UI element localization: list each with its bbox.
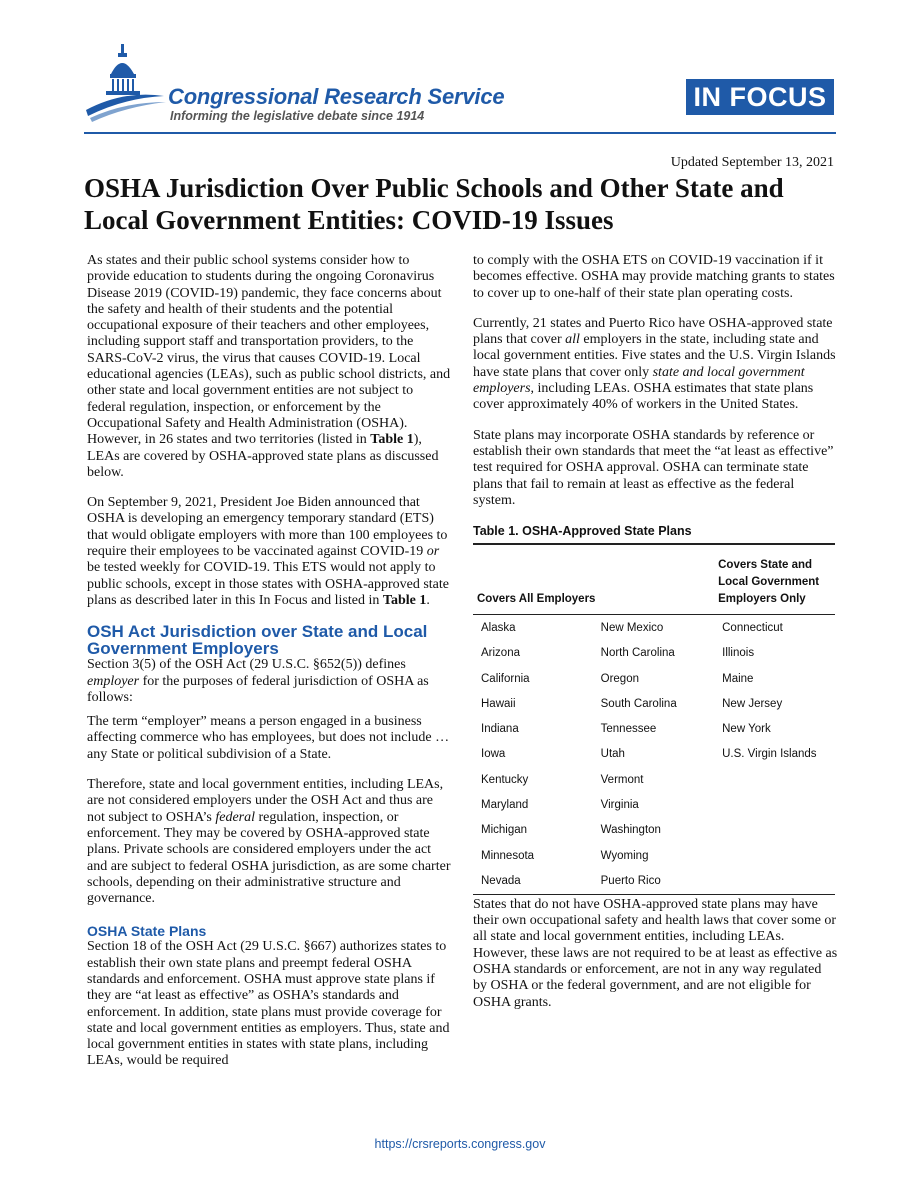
org-name: Congressional Research Service — [168, 84, 505, 109]
table-cell — [714, 843, 835, 868]
table-cell: Puerto Rico — [600, 874, 661, 887]
table-cell: Oregon — [600, 672, 639, 685]
table-row — [473, 767, 835, 792]
table-cell: Utah — [600, 748, 625, 761]
table-cell: South Carolina — [600, 697, 677, 710]
table-cell: Virginia — [600, 799, 639, 812]
table-cell: Indiana — [481, 723, 519, 736]
grants-paragraph: to comply with the OSHA ETS on COVID-19 vaccination if it becomes effective. OSHA may provide matching grants to states to cover up to one-half of their state plan operating costs. — [473, 253, 835, 301]
table-header-row — [473, 544, 835, 615]
table-cell: Illinois — [722, 647, 755, 660]
table-row — [473, 691, 835, 716]
table-row — [473, 666, 835, 691]
table-cell: California — [481, 672, 530, 685]
table-cell: North Carolina — [600, 647, 675, 660]
table-cell: Connecticut — [722, 621, 783, 634]
table-cell — [714, 868, 835, 894]
page-title: OSHA Jurisdiction Over Public Schools and Other State and Local Government Entities: COVID-19 Issues — [84, 173, 784, 235]
table-cell — [714, 767, 835, 792]
table-cell — [714, 818, 835, 843]
table-cell: Arizona — [481, 647, 520, 660]
table-cell: Michigan — [481, 824, 528, 837]
state-plans-table — [473, 543, 835, 894]
standards-paragraph: State plans may incorporate OSHA standards by reference or establish their own standards that meet the “at least as effective” test required for OSHA approval. OSHA can terminate state plans that fail to remain at least as effective as the federal system. — [473, 427, 834, 508]
table-cell: Iowa — [481, 748, 506, 761]
table-cell: Maryland — [481, 799, 529, 812]
table-row — [473, 793, 835, 818]
table-cell — [714, 793, 835, 818]
section-heading-jurisdiction: OSH Act Jurisdiction over State and Local Government Employers — [87, 622, 428, 659]
table-cell: Kentucky — [481, 773, 529, 786]
therefore-paragraph: Therefore, state and local government entities, including LEAs, are not considered employers under the OSH Act and thus are not subject to OSHA’s federal regulation, inspection, or enforcement. They may be covered by OSHA-approved state plans. Private schools are considered employers under the act and are subject to federal OSHA jurisdiction, as are some charter schools, depending on their administrative structure and governance. — [87, 777, 451, 907]
coverage-paragraph: Currently, 21 states and Puerto Rico have OSHA-approved state plans that cover all employers in the state, including state and local government entities. Five states and the U.S. Virgin Islands have state plans that cover only state and local government employers, including LEAs. OSHA estimates that state plans cover approximately 40% of workers in the United States. — [473, 315, 836, 413]
table-cell: Maine — [722, 672, 754, 685]
table-cell: New Mexico — [600, 621, 664, 634]
table-cell: Tennessee — [600, 723, 657, 736]
table-caption: Table 1. OSHA-Approved State Plans — [473, 524, 692, 539]
table-cell: Vermont — [600, 773, 644, 786]
section-heading-state-plans: OSHA State Plans — [87, 923, 207, 940]
table-cell: Alaska — [481, 621, 516, 634]
table-row — [473, 641, 835, 666]
table-row — [473, 868, 835, 894]
table-cell: Hawaii — [481, 697, 516, 710]
header-covers-all: Covers All Employers — [477, 593, 596, 606]
table-cell: Wyoming — [600, 849, 649, 862]
table-cell: Nevada — [481, 874, 521, 887]
table-cell: Washington — [600, 824, 661, 837]
header-rule — [84, 132, 836, 134]
left-column — [87, 253, 452, 1084]
intro-paragraph: As states and their public school systems consider how to provide education to students during the ongoing Coronavirus Disease 2019 (COVID-19) pandemic, they face concerns about the safety and health of their students and the potential occupational exposure of their teachers and other employees, including support staff and transportation providers, to the SARS-CoV-2 virus, the virus that causes COVID-19. Local educational agencies (LEAs), such as public school districts, and other state and local government entities are not subject to federal regulation, inspection, or enforcement by the Occupational Safety and Health Administration (OSHA). However, in 26 states and two territories (listed in Table 1), LEAs are covered by OSHA-approved state plans as discussed below. — [87, 253, 451, 480]
state-plans-paragraph: Section 18 of the OSH Act (29 U.S.C. §667) authorizes states to establish their own state plans and preempt federal OSHA standards and enforcement. OSHA must approve state plans if they are “at least as effective” as OSHA’s standards and enforcement. In addition, state plans must provide coverage for state and local government entities as employers. Thus, state and local government entities in states with state plans, including LEAs, would be required — [87, 939, 450, 1069]
statute-quote: The term “employer” means a person engaged in a business affecting commerce who has employees, but does not include … any State or political subdivision of a State. — [87, 714, 450, 762]
right-column — [473, 253, 838, 1025]
table-cell: New Jersey — [722, 697, 783, 710]
table-cell: New York — [722, 723, 771, 736]
table-row — [473, 818, 835, 843]
table-cell: U.S. Virgin Islands — [722, 748, 817, 761]
header-covers-government: Covers State and Local Government Employers Only — [718, 559, 820, 606]
in-focus-badge: IN FOCUS — [686, 79, 834, 115]
table-cell: Minnesota — [481, 849, 535, 862]
table-row — [473, 742, 835, 767]
table-row — [473, 717, 835, 742]
ets-paragraph: On September 9, 2021, President Joe Biden announced that OSHA is developing an emergency temporary standard (ETS) that would obligate employers with more than 100 employees to require their employees to be vaccinated against COVID-19 or be tested weekly for COVID-19. This ETS would not apply to public schools, except in those states with OSHA-approved state plans as described later in this In Focus and listed in Table 1. — [87, 495, 449, 608]
table-row — [473, 843, 835, 868]
org-tagline: Informing the legislative debate since 1914 — [170, 109, 425, 123]
non-plan-states-paragraph: States that do not have OSHA-approved state plans may have their own occupational safety and health laws that cover some or all state and local government entities, including LEAs. However, these laws are not required to be at least as effective as OSHA standards or enforcement, are not in any way regulated by OSHA or the federal government, and are not eligible for OSHA grants. — [473, 896, 838, 1010]
footer-url: https://crsreports.congress.gov — [374, 1137, 546, 1151]
updated-date: Updated September 13, 2021 — [670, 155, 834, 170]
table-row — [473, 615, 835, 641]
definition-paragraph: Section 3(5) of the OSH Act (29 U.S.C. §652(5)) defines employer for the purposes of federal jurisdiction of OSHA as follows: — [87, 657, 429, 705]
